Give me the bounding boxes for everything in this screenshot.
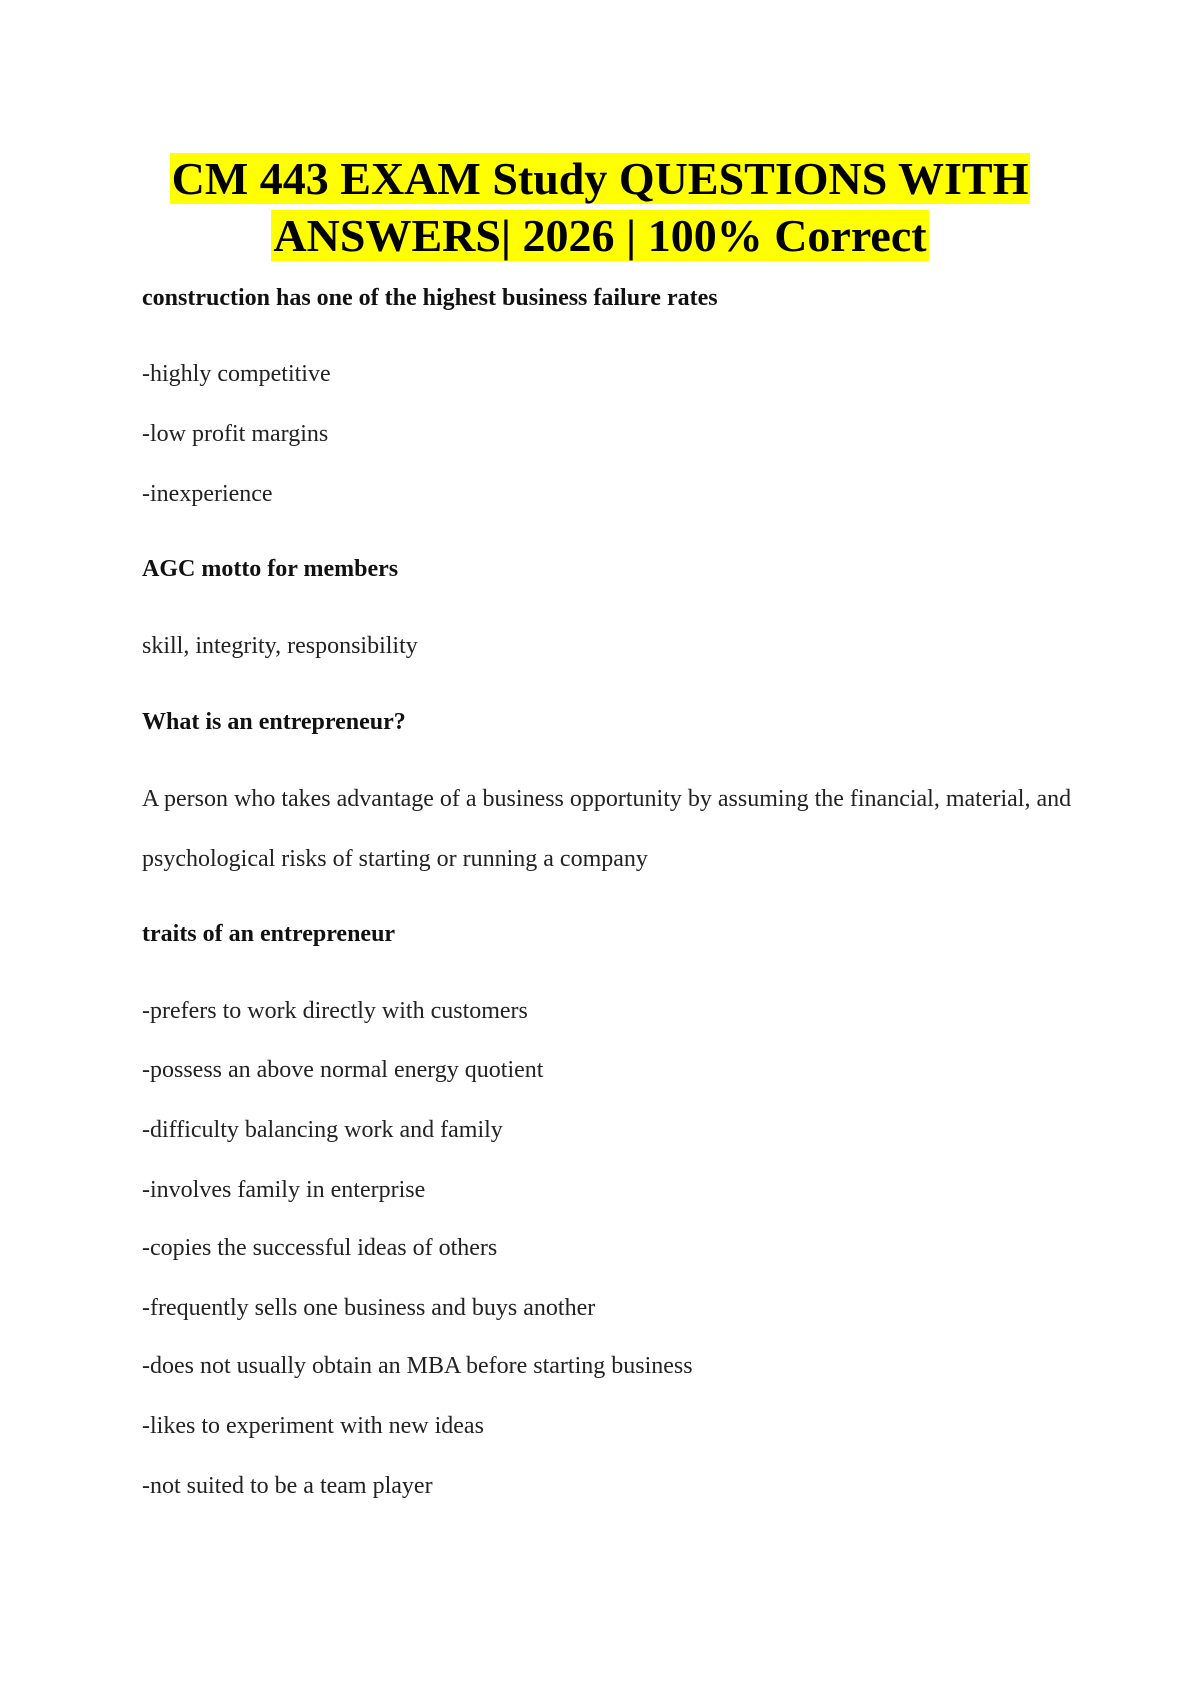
answer-line: -likes to experiment with new ideas xyxy=(142,1413,484,1439)
question-heading: AGC motto for members xyxy=(142,556,399,582)
answer-line: -copies the successful ideas of others xyxy=(142,1235,498,1261)
answer-line: -frequently sells one business and buys another xyxy=(142,1295,596,1321)
answer-line: -involves family in enterprise xyxy=(142,1177,426,1203)
answer-line: -difficulty balancing work and family xyxy=(142,1117,503,1143)
answer-line: A person who takes advantage of a business opportunity by assuming the financial, material, and xyxy=(142,786,1072,812)
question-heading: construction has one of the highest business failure rates xyxy=(142,285,718,311)
answer-line: -possess an above normal energy quotient xyxy=(142,1057,544,1083)
answer-line: -highly competitive xyxy=(142,361,331,387)
title-line-2: ANSWERS| 2026 | 100% Correct xyxy=(273,210,927,261)
answer-line: -not suited to be a team player xyxy=(142,1473,433,1499)
question-heading: traits of an entrepreneur xyxy=(142,921,396,947)
answer-line: -low profit margins xyxy=(142,421,329,447)
answer-line: -does not usually obtain an MBA before starting business xyxy=(142,1353,693,1379)
answer-line: psychological risks of starting or running a company xyxy=(142,846,648,872)
answer-line: -prefers to work directly with customers xyxy=(142,998,528,1024)
answer-line: skill, integrity, responsibility xyxy=(142,633,418,659)
question-heading: What is an entrepreneur? xyxy=(142,709,406,735)
document-title xyxy=(0,150,1200,264)
title-line-1: CM 443 EXAM Study QUESTIONS WITH xyxy=(171,153,1029,204)
answer-line: -inexperience xyxy=(142,481,273,507)
